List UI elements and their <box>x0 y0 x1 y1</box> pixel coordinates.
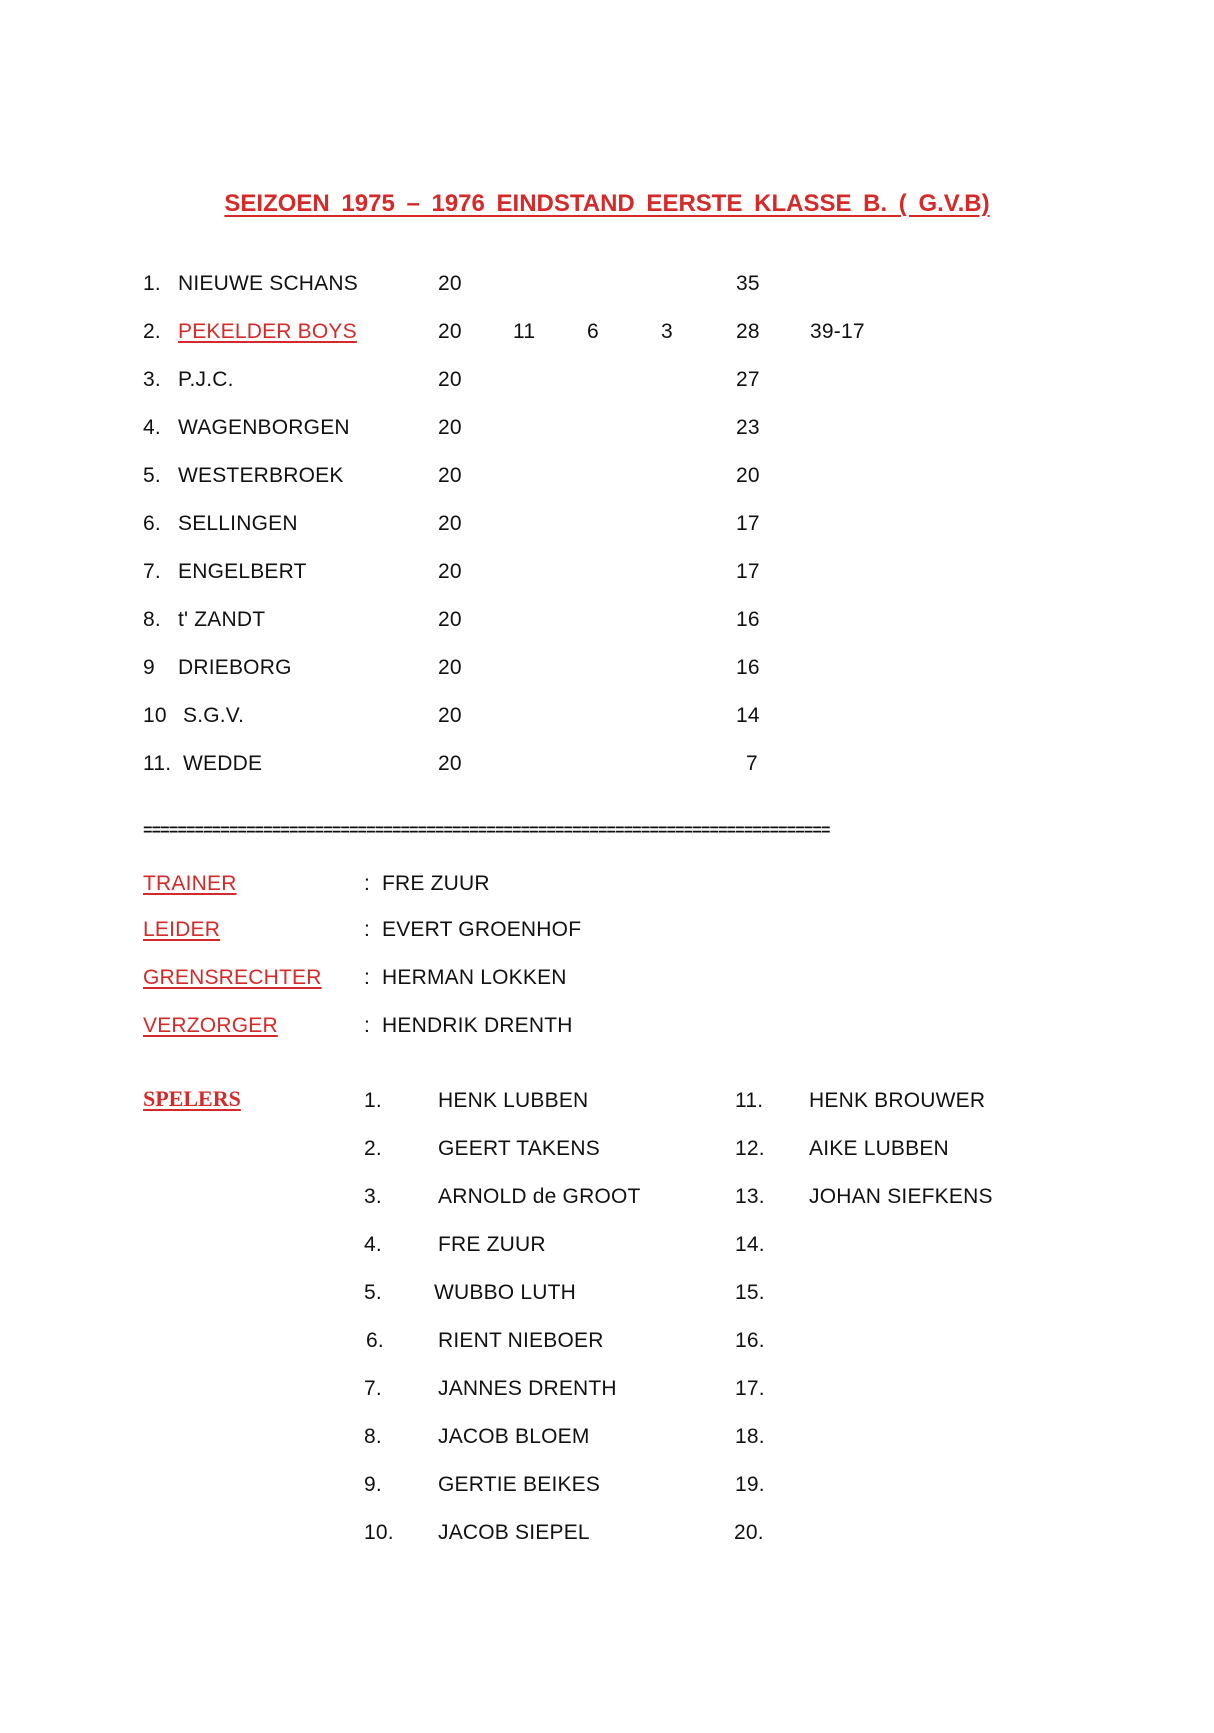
player-name: JACOB SIEPEL <box>438 1521 590 1544</box>
player-number: 17. <box>735 1377 765 1400</box>
staff-name: FRE ZUUR <box>382 872 490 895</box>
staff-colon: : <box>364 1014 371 1037</box>
points: 23 <box>736 416 760 439</box>
played: 20 <box>438 704 462 727</box>
rank: 7. <box>143 560 161 583</box>
rank: 10 <box>143 704 167 727</box>
lost: 3 <box>661 320 673 343</box>
player-number: 18. <box>735 1425 765 1448</box>
points: 7 <box>746 752 758 775</box>
player-number: 10. <box>364 1521 394 1544</box>
team-name: WAGENBORGEN <box>178 416 350 439</box>
player-number: 6. <box>366 1329 384 1352</box>
team-name-highlight: PEKELDER BOYS <box>178 320 357 343</box>
points: 14 <box>736 704 760 727</box>
player-name: AIKE LUBBEN <box>809 1137 949 1160</box>
played: 20 <box>438 416 462 439</box>
player-number: 2. <box>364 1137 382 1160</box>
page-title: SEIZOEN 1975 – 1976 EINDSTAND EERSTE KLASSE B. ( G.V.B) <box>224 190 990 217</box>
staff-name: EVERT GROENHOF <box>382 918 582 941</box>
played: 20 <box>438 656 462 679</box>
played: 20 <box>438 752 462 775</box>
staff-colon: : <box>364 966 371 989</box>
staff-name: HENDRIK DRENTH <box>382 1014 573 1037</box>
staff-role: TRAINER <box>143 872 237 895</box>
played: 20 <box>438 512 462 535</box>
player-number: 4. <box>364 1233 382 1256</box>
player-name: RIENT NIEBOER <box>438 1329 604 1352</box>
team-name: DRIEBORG <box>178 656 292 679</box>
staff-colon: : <box>364 872 371 895</box>
played: 20 <box>438 368 462 391</box>
team-name: WEDDE <box>183 752 263 775</box>
points: 35 <box>736 272 760 295</box>
player-number: 12. <box>735 1137 765 1160</box>
player-name: JANNES DRENTH <box>438 1377 617 1400</box>
rank: 2. <box>143 320 161 343</box>
team-name: t' ZANDT <box>178 608 266 631</box>
player-name: HENK BROUWER <box>809 1089 986 1112</box>
points: 17 <box>736 560 760 583</box>
player-number: 20. <box>734 1521 764 1544</box>
rank: 6. <box>143 512 161 535</box>
rank: 8. <box>143 608 161 631</box>
player-name: JACOB BLOEM <box>438 1425 590 1448</box>
player-name: WUBBO LUTH <box>434 1281 577 1304</box>
separator-line: ================================================================================ <box>143 822 830 840</box>
player-number: 7. <box>364 1377 382 1400</box>
team-name: S.G.V. <box>183 704 245 727</box>
player-number: 13. <box>735 1185 765 1208</box>
staff-role: GRENSRECHTER <box>143 966 322 989</box>
drawn: 6 <box>587 320 599 343</box>
played: 20 <box>438 560 462 583</box>
staff-colon: : <box>364 918 371 941</box>
played: 20 <box>438 608 462 631</box>
played: 20 <box>438 320 462 343</box>
player-number: 1. <box>364 1089 382 1112</box>
players-label: SPELERS <box>143 1086 241 1111</box>
staff-role: VERZORGER <box>143 1014 278 1037</box>
player-number: 8. <box>364 1425 382 1448</box>
player-number: 11. <box>735 1089 764 1112</box>
player-name: FRE ZUUR <box>438 1233 546 1256</box>
points: 20 <box>736 464 760 487</box>
player-number: 5. <box>364 1281 382 1304</box>
staff-name: HERMAN LOKKEN <box>382 966 567 989</box>
player-number: 9. <box>364 1473 382 1496</box>
points: 16 <box>736 608 760 631</box>
team-name: P.J.C. <box>178 368 234 391</box>
goal-difference: 39-17 <box>810 320 865 343</box>
player-name: ARNOLD de GROOT <box>438 1185 641 1208</box>
rank: 4. <box>143 416 161 439</box>
player-name: JOHAN SIEFKENS <box>809 1185 993 1208</box>
player-number: 3. <box>364 1185 382 1208</box>
team-name: WESTERBROEK <box>178 464 344 487</box>
rank: 11. <box>143 752 172 775</box>
points: 28 <box>736 320 760 343</box>
rank: 1. <box>143 272 161 295</box>
won: 11 <box>513 320 536 343</box>
player-number: 14. <box>735 1233 765 1256</box>
player-number: 19. <box>735 1473 765 1496</box>
points: 16 <box>736 656 760 679</box>
player-number: 15. <box>735 1281 765 1304</box>
player-name: HENK LUBBEN <box>438 1089 589 1112</box>
rank: 5. <box>143 464 161 487</box>
rank: 9 <box>143 656 155 679</box>
player-name: GERTIE BEIKES <box>438 1473 601 1496</box>
staff-role: LEIDER <box>143 918 221 941</box>
played: 20 <box>438 464 462 487</box>
player-number: 16. <box>735 1329 765 1352</box>
rank: 3. <box>143 368 161 391</box>
points: 27 <box>736 368 760 391</box>
points: 17 <box>736 512 760 535</box>
team-name: ENGELBERT <box>178 560 307 583</box>
played: 20 <box>438 272 462 295</box>
team-name: NIEUWE SCHANS <box>178 272 358 295</box>
player-name: GEERT TAKENS <box>438 1137 600 1160</box>
team-name: SELLINGEN <box>178 512 298 535</box>
